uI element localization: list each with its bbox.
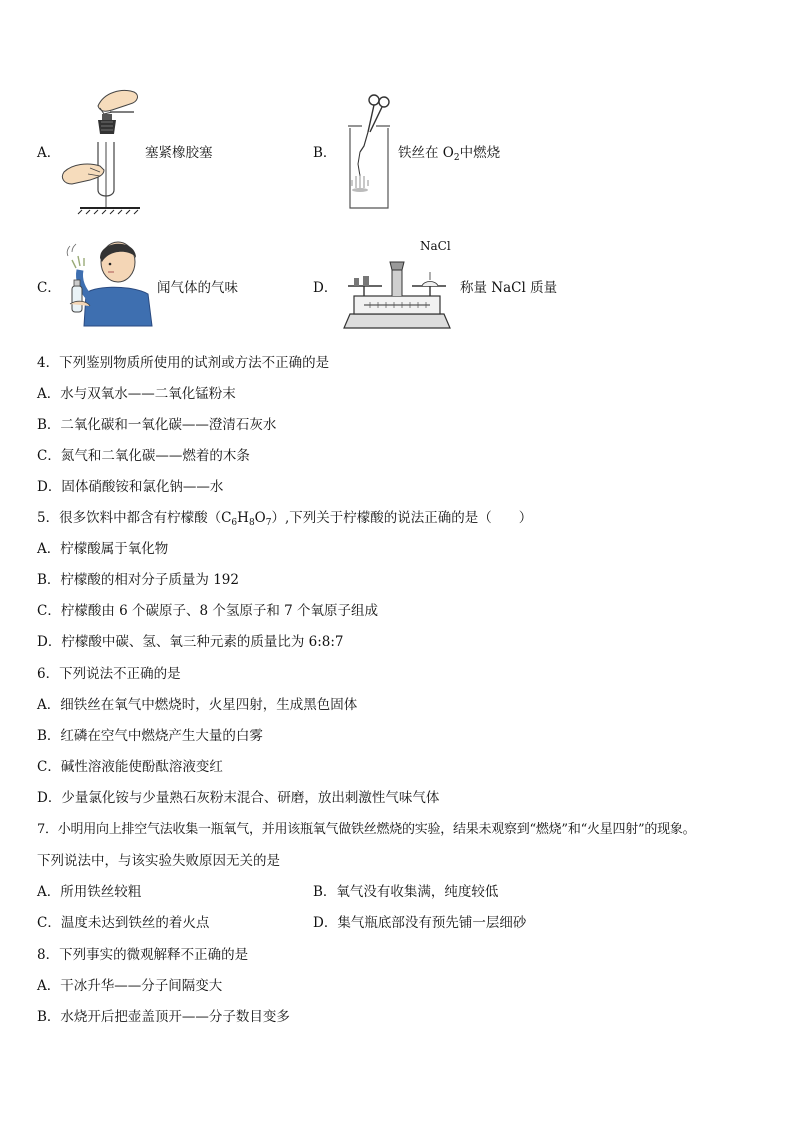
smelling-gas-figure [60,234,155,330]
q5-option-b: B．柠檬酸的相对分子质量为 192 [37,572,239,588]
q6-option-c: C．碱性溶液能使酚酞溶液变红 [37,759,223,775]
q5-stem: 5．很多饮料中都含有柠檬酸$(C_6H_8O_7)$,下列关于柠檬酸的说法正确的是（ ） [37,510,533,528]
q7-option-d: D．集气瓶底部没有预先铺一层细砂 [313,915,527,931]
q4-option-b: B．二氧化碳和一氧化碳——澄清石灰水 [37,417,277,433]
q7-option-c: C．温度未达到铁丝的着火点 [37,915,210,931]
q7-option-b: B．氧气没有收集满，纯度较低 [313,884,499,900]
q6-option-d: D．少量氯化铵与少量熟石灰粉末混合、研磨，放出刺激性气味气体 [37,790,440,806]
q3-option-c-caption: 闻气体的气味 [157,280,238,296]
q4-option-a: A．水与双氧水——二氧化锰粉末 [37,386,236,402]
q8-stem: 8．下列事实的微观解释不正确的是 [37,947,249,963]
q3-option-a-letter: A． [37,145,61,161]
q3-option-b-caption: 铁丝在 $O_2$中燃烧 [398,145,501,163]
q8-option-b: B．水烧开后把壶盖顶开——分子数目变多 [37,1009,290,1025]
q4-stem: 4．下列鉴别物质所使用的试剂或方法不正确的是 [37,355,330,371]
q3-option-d-caption: 称量 NaCl 质量 [460,280,558,296]
iron-wire-burning-figure [340,90,390,212]
q3-option-c-letter: C． [37,280,61,296]
q5-option-a: A．柠檬酸属于氧化物 [37,541,169,557]
q4-option-d: D．固体硝酸铵和氯化钠——水 [37,479,224,495]
q3-option-b-letter: B． [313,145,337,161]
q7-stem-line2: 下列说法中，与该实验失败原因无关的是 [37,853,280,869]
nacl-image-label: NaCl [420,239,451,253]
balance-weighing-figure [340,250,455,332]
q3-option-a-caption: 塞紧橡胶塞 [145,145,213,161]
q3-option-d-letter: D． [313,280,338,296]
stopper-insertion-figure [60,86,150,214]
q4-option-c: C．氮气和二氧化碳——燃着的木条 [37,448,250,464]
q7-option-a: A．所用铁丝较粗 [37,884,142,900]
q5-option-c: C．柠檬酸由 6 个碳原子、8 个氢原子和 7 个氧原子组成 [37,603,379,619]
q7-stem-line1: 7．小明用向上排空气法收集一瓶氧气，并用该瓶氧气做铁丝燃烧的实验，结果未观察到“燃烧”和“火星四射”的现象。 [37,822,696,837]
q6-option-b: B．红磷在空气中燃烧产生大量的白雾 [37,728,263,744]
q6-option-a: A．细铁丝在氧气中燃烧时，火星四射，生成黑色固体 [37,697,358,713]
q5-option-d: D．柠檬酸中碳、氢、氧三种元素的质量比为 6:8:7 [37,634,344,650]
q8-option-a: A．干冰升华——分子间隔变大 [37,978,223,994]
q6-stem: 6．下列说法不正确的是 [37,666,181,682]
